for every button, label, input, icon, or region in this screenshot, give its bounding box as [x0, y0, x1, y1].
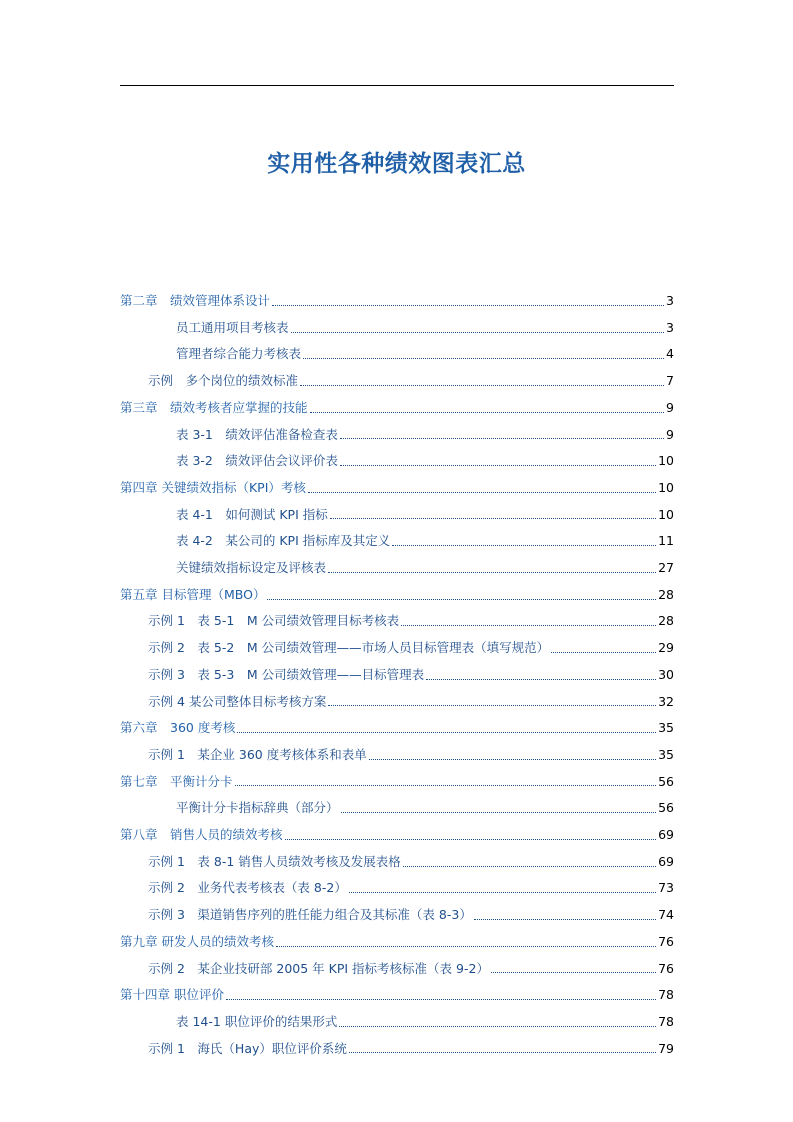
- toc-entry-title[interactable]: 第五章 目标管理（MBO）: [120, 586, 266, 602]
- toc-entry[interactable]: [120, 368, 674, 395]
- toc-dot-leader: [291, 332, 665, 333]
- toc-entry-title[interactable]: 示例 1 某企业 360 度考核体系和表单: [148, 746, 367, 762]
- toc-entry-title[interactable]: 表 3-2 绩效评估会议评价表: [176, 453, 338, 469]
- toc-entry-title[interactable]: 第六章 360 度考核: [120, 720, 236, 736]
- toc-page-number[interactable]: 73: [658, 880, 674, 896]
- toc-page-number[interactable]: 9: [666, 399, 674, 415]
- toc-entry[interactable]: [120, 528, 674, 555]
- toc-page-number[interactable]: 35: [658, 720, 674, 736]
- toc-entry[interactable]: [120, 502, 674, 529]
- toc-page-number[interactable]: 78: [658, 987, 674, 1003]
- toc-entry[interactable]: [120, 662, 674, 689]
- toc-entry[interactable]: [120, 422, 674, 449]
- toc-entry[interactable]: [120, 608, 674, 635]
- toc-entry[interactable]: [120, 982, 674, 1009]
- toc-entry[interactable]: [120, 555, 674, 582]
- toc-entry-title[interactable]: 表 14-1 职位评价的结果形式: [176, 1013, 338, 1029]
- toc-entry[interactable]: [120, 475, 674, 502]
- toc-page-number[interactable]: 28: [658, 613, 674, 629]
- toc-page-number[interactable]: 29: [658, 640, 674, 656]
- page-title: 实用性各种绩效图表汇总: [267, 151, 526, 177]
- toc-entry-title[interactable]: 表 4-2 某公司的 KPI 指标库及其定义: [176, 533, 391, 549]
- toc-entry-title[interactable]: 示例 1 表 5-1 M 公司绩效管理目标考核表: [148, 613, 400, 629]
- toc-entry[interactable]: [120, 689, 674, 716]
- toc-page-number[interactable]: 78: [658, 1013, 674, 1029]
- toc-dot-leader: [474, 919, 656, 920]
- toc-entry[interactable]: [120, 902, 674, 929]
- toc-entry-title[interactable]: 示例 1 表 8-1 销售人员绩效考核及发展表格: [148, 853, 401, 869]
- toc-page-number[interactable]: 32: [658, 693, 674, 709]
- toc-entry[interactable]: [120, 795, 674, 822]
- toc-entry-title[interactable]: 平衡计分卡指标辞典（部分）: [176, 800, 339, 816]
- toc-dot-leader: [235, 785, 657, 786]
- toc-dot-leader: [349, 892, 656, 893]
- toc-entry-title[interactable]: 第七章 平衡计分卡: [120, 773, 233, 789]
- toc-page-number[interactable]: 69: [658, 853, 674, 869]
- toc-dot-leader: [328, 572, 656, 573]
- toc-entry-title[interactable]: 表 3-1 绩效评估准备检查表: [176, 426, 338, 442]
- toc-dot-leader: [551, 652, 656, 653]
- toc-entry-title[interactable]: 示例 2 表 5-2 M 公司绩效管理——市场人员目标管理表（填写规范）: [148, 640, 550, 656]
- toc-dot-leader: [339, 1026, 656, 1027]
- toc-entry[interactable]: [120, 875, 674, 902]
- toc-entry[interactable]: [120, 769, 674, 796]
- toc-entry[interactable]: [120, 395, 674, 422]
- toc-dot-leader: [340, 438, 664, 439]
- toc-entry-title[interactable]: 关键绩效指标设定及评核表: [176, 560, 327, 576]
- toc-entry-title[interactable]: 示例 2 业务代表考核表（表 8-2）: [148, 880, 347, 896]
- toc-entry[interactable]: [120, 315, 674, 342]
- toc-dot-leader: [310, 412, 665, 413]
- toc-entry-title[interactable]: 示例 4 某公司整体目标考核方案: [148, 693, 327, 709]
- toc-entry[interactable]: [120, 1009, 674, 1036]
- toc-entry-title[interactable]: 员工通用项目考核表: [176, 319, 289, 335]
- toc-entry-title[interactable]: 第八章 销售人员的绩效考核: [120, 827, 283, 843]
- toc-entry-title[interactable]: 示例 1 海氏（Hay）职位评价系统: [148, 1040, 347, 1056]
- toc-dot-leader: [328, 705, 656, 706]
- toc-dot-leader: [330, 518, 656, 519]
- toc-dot-leader: [272, 305, 664, 306]
- toc-page-number[interactable]: 79: [658, 1040, 674, 1056]
- toc-entry-title[interactable]: 第四章 关键绩效指标（KPI）考核: [120, 479, 306, 495]
- toc-entry-title[interactable]: 示例 3 表 5-3 M 公司绩效管理——目标管理表: [148, 666, 425, 682]
- toc-entry-title[interactable]: 示例 多个岗位的绩效标准: [148, 373, 299, 389]
- toc-entry-title[interactable]: 第二章 绩效管理体系设计: [120, 293, 271, 309]
- toc-dot-leader: [491, 972, 656, 973]
- toc-entry[interactable]: [120, 288, 674, 315]
- toc-dot-leader: [226, 999, 656, 1000]
- toc-dot-leader: [401, 625, 656, 626]
- toc-page-number[interactable]: 28: [658, 586, 674, 602]
- toc-page-number[interactable]: 4: [666, 346, 674, 362]
- toc-dot-leader: [403, 866, 656, 867]
- toc-page-number[interactable]: 3: [666, 293, 674, 309]
- toc-entry[interactable]: [120, 448, 674, 475]
- toc-page-number[interactable]: 35: [658, 746, 674, 762]
- toc-dot-leader: [426, 679, 656, 680]
- toc-entry[interactable]: [120, 929, 674, 956]
- toc-entry-title[interactable]: 第十四章 职位评价: [120, 987, 224, 1003]
- toc-page-number[interactable]: 56: [658, 800, 674, 816]
- toc-entry[interactable]: [120, 715, 674, 742]
- toc-entry-title[interactable]: 示例 2 某企业技研部 2005 年 KPI 指标考核标准（表 9-2）: [148, 960, 489, 976]
- toc-entry-title[interactable]: 表 4-1 如何测试 KPI 指标: [176, 506, 328, 522]
- toc-entry-title[interactable]: 第九章 研发人员的绩效考核: [120, 933, 274, 949]
- toc-page-number[interactable]: 74: [658, 907, 674, 923]
- toc-page-number[interactable]: 11: [658, 533, 674, 549]
- toc-page-number[interactable]: 76: [658, 960, 674, 976]
- toc-page-number[interactable]: 30: [658, 666, 674, 682]
- toc-dot-leader: [340, 465, 656, 466]
- toc-page-number[interactable]: 76: [658, 933, 674, 949]
- toc-page-number[interactable]: 10: [658, 479, 674, 495]
- toc-page-number[interactable]: 9: [666, 426, 674, 442]
- toc-page-number[interactable]: 3: [666, 319, 674, 335]
- toc-entry-title[interactable]: 管理者综合能力考核表: [176, 346, 302, 362]
- toc-dot-leader: [300, 385, 664, 386]
- toc-dot-leader: [369, 759, 656, 760]
- toc-entry-title[interactable]: 第三章 绩效考核者应掌握的技能: [120, 399, 308, 415]
- toc-dot-leader: [303, 358, 664, 359]
- toc-page-number[interactable]: 56: [658, 773, 674, 789]
- toc-entry-title[interactable]: 示例 3 渠道销售序列的胜任能力组合及其标准（表 8-3）: [148, 907, 472, 923]
- toc-dot-leader: [341, 812, 657, 813]
- toc-dot-leader: [308, 492, 656, 493]
- toc-dot-leader: [276, 946, 656, 947]
- toc-dot-leader: [285, 839, 657, 840]
- toc-entry[interactable]: [120, 849, 674, 876]
- toc-dot-leader: [237, 732, 656, 733]
- toc-entry[interactable]: [120, 822, 674, 849]
- toc-entry[interactable]: [120, 341, 674, 368]
- toc-page-number[interactable]: 69: [658, 827, 674, 843]
- toc-page-number[interactable]: 10: [658, 506, 674, 522]
- toc-page-number[interactable]: 7: [666, 373, 674, 389]
- toc-entry[interactable]: [120, 956, 674, 983]
- toc-dot-leader: [349, 1052, 656, 1053]
- toc-entry[interactable]: [120, 1036, 674, 1063]
- toc-page-number[interactable]: 10: [658, 453, 674, 469]
- toc-entry[interactable]: [120, 582, 674, 609]
- header-rule: [120, 85, 674, 86]
- toc-page-number[interactable]: 27: [658, 560, 674, 576]
- toc-entry[interactable]: [120, 635, 674, 662]
- toc-dot-leader: [392, 545, 656, 546]
- toc-dot-leader: [267, 599, 656, 600]
- toc-entry[interactable]: [120, 742, 674, 769]
